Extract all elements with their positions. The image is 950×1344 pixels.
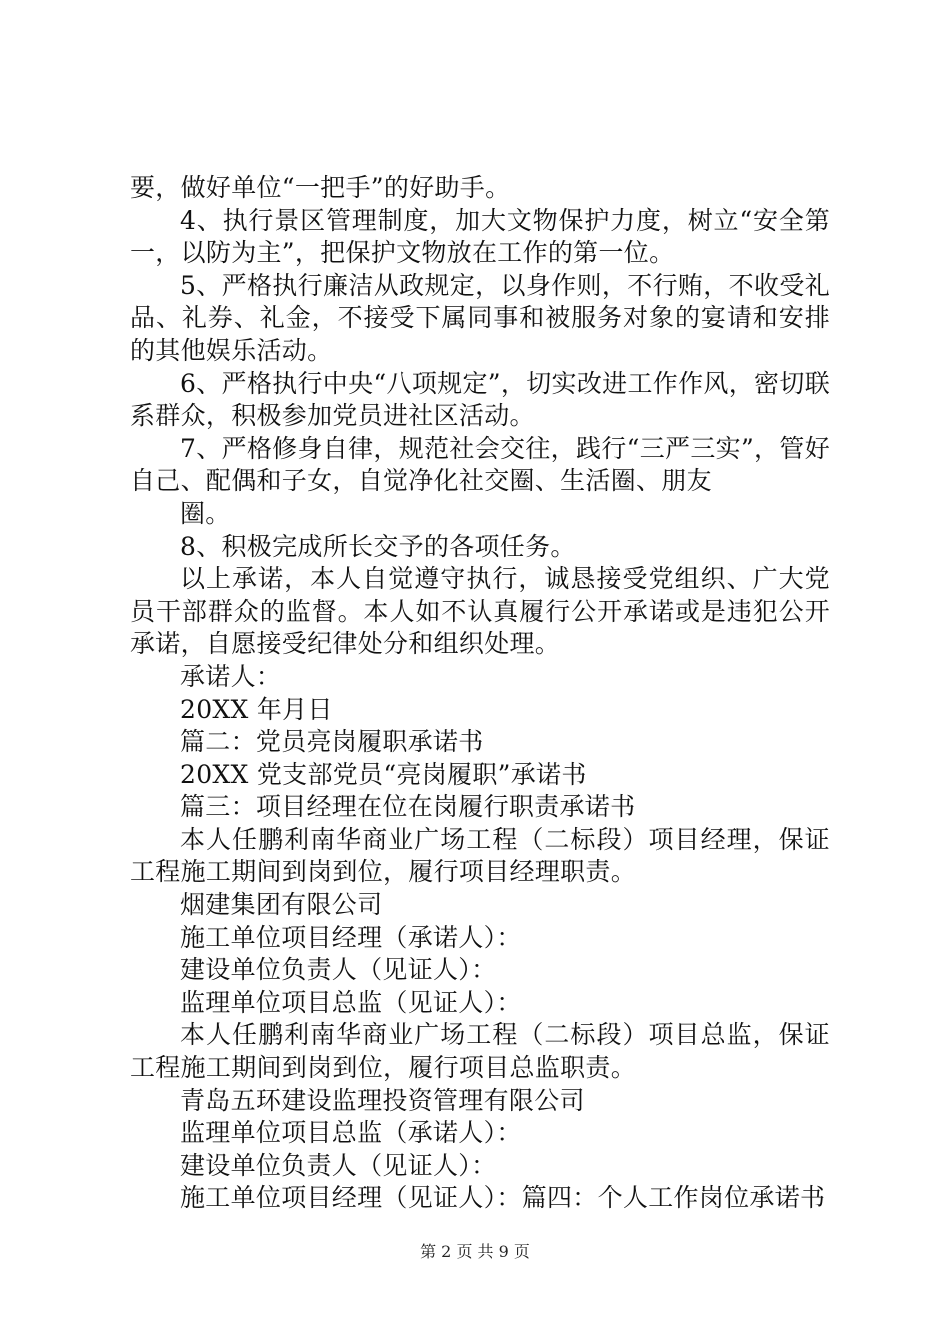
paragraph: 监理单位项目总监（见证人）： (180, 987, 522, 1017)
paragraph: 以上承诺，本人自觉遵守执行，诚恳接受党组织、广大党员干部群众的监督。本人如不认真履行公开承诺或是违犯公开承诺，自愿接受纪律处分和组织处理。 (130, 564, 830, 659)
paragraph: 圈。 (180, 498, 231, 528)
paragraph: 4、执行景区管理制度，加大文物保护力度，树立“安全第一，以防为主”，把保护文物放在工作的第一位。 (130, 205, 830, 268)
paragraph: 要，做好单位“一把手”的好助手。 (130, 173, 511, 202)
page-footer (0, 1242, 950, 1262)
paragraph: 8、积极完成所长交予的各项任务。 (180, 531, 576, 561)
paragraph: 青岛五环建设监理投资管理有限公司 (180, 1085, 585, 1115)
document-body (130, 172, 830, 1215)
paragraph: 建设单位负责人（见证人）： (180, 1150, 497, 1180)
paragraph: 施工单位项目经理（见证人）：篇四：个人工作岗位承诺书 (180, 1183, 826, 1213)
paragraph: 6、严格执行中央“八项规定”，切实改进工作作风，密切联系群众，积极参加党员进社区活动。 (130, 368, 830, 431)
paragraph: 施工单位项目经理（承诺人）： (180, 922, 522, 952)
paragraph: 20XX 党支部党员“亮岗履职”承诺书 (180, 759, 587, 789)
section-heading: 篇二：党员亮岗履职承诺书 (180, 727, 484, 757)
paragraph: 本人任鹏利南华商业广场工程（二标段）项目总监，保证工程施工期间到岗到位，履行项目总监职责。 (130, 1020, 830, 1083)
paragraph: 建设单位负责人（见证人）： (180, 955, 497, 985)
paragraph: 监理单位项目总监（承诺人）： (180, 1118, 522, 1148)
paragraph: 承诺人： (180, 661, 282, 691)
paragraph: 烟建集团有限公司 (180, 890, 383, 920)
paragraph: 20XX 年月日 (180, 694, 333, 724)
paragraph: 5、严格执行廉洁从政规定，以身作则，不行贿，不收受礼品、礼券、礼金，不接受下属同事和被服务对象的宴请和安排的其他娱乐活动。 (130, 270, 830, 365)
page-number: 第 2 页 共 9 页 (420, 1242, 530, 1261)
section-heading: 篇三：项目经理在位在岗履行职责承诺书 (180, 792, 636, 822)
paragraph: 7、严格修身自律，规范社会交往，践行“三严三实”，管好自己、配偶和子女，自觉净化社交圈、生活圈、朋友 (130, 433, 830, 496)
paragraph: 本人任鹏利南华商业广场工程（二标段）项目经理，保证工程施工期间到岗到位，履行项目经理职责。 (130, 824, 830, 887)
